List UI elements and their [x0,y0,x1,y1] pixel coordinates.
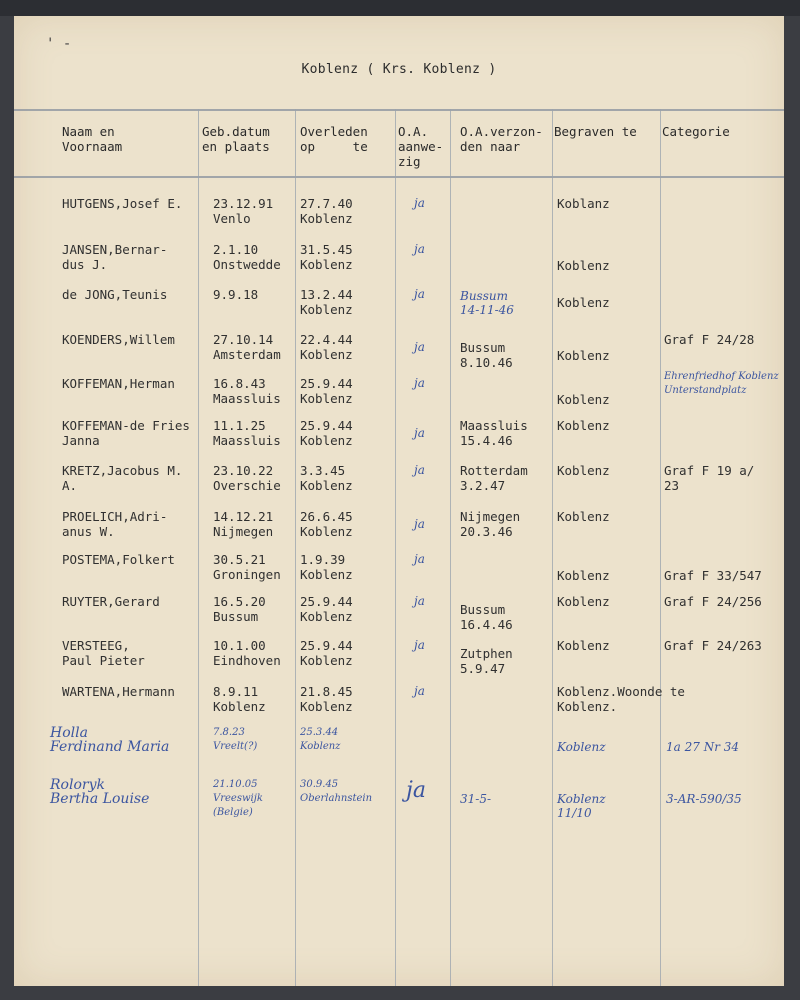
row-10-name: VERSTEEG, Paul Pieter [62,638,145,668]
row-7-buried: Koblenz [557,509,610,524]
row-9-sent: Bussum 16.4.46 [460,602,513,632]
row-2-death: 13.2.44 Koblenz [300,287,353,317]
row-8-category: Graf F 33/547 [664,568,762,583]
row-9-death: 25.9.44 Koblenz [300,594,353,624]
row-2-sent: Bussum 14-11-46 [460,289,514,317]
hand-row-0-birth: 7.8.23 Vreelt(?) [213,727,258,752]
row-11-name: WARTENA,Hermann [62,684,175,699]
row-3-death: 22.4.44 Koblenz [300,332,353,362]
row-5-name: KOFFEMAN-de Fries Janna [62,418,190,448]
row-3-category: Graf F 24/28 [664,332,755,347]
column-rule [450,109,451,986]
scan-border [0,0,800,16]
hand-row-0-death: 25.3.44 Koblenz [300,727,341,752]
row-6-buried: Koblenz [557,463,610,478]
row-1-oa: ja [414,242,425,256]
corner-mark: ' - [46,36,72,52]
row-2-buried: Koblenz [557,295,610,310]
page-title: Koblenz ( Krs. Koblenz ) [301,62,497,77]
row-11-buried: Koblenz.Woonde te Koblenz. [557,684,685,714]
hand-row-1-name: Roloryk Bertha Louise [50,777,150,807]
header-oa-present: O.A. aanwe- zig [398,124,444,169]
row-0-death: 27.7.40 Koblenz [300,196,353,226]
row-4-oa: ja [414,376,425,390]
row-8-birth: 30.5.21 Groningen [213,552,281,582]
row-7-death: 26.6.45 Koblenz [300,509,353,539]
hand-row-1-birth: 21.10.05 Vreeswijk (Belgie) [213,779,263,818]
row-10-category: Graf F 24/263 [664,638,762,653]
header-top-rule [14,109,784,111]
row-11-death: 21.8.45 Koblenz [300,684,353,714]
row-5-oa: ja [414,426,425,440]
row-0-birth: 23.12.91 Venlo [213,196,274,226]
row-6-birth: 23.10.22 Overschie [213,463,281,493]
row-4-buried: Koblenz [557,392,610,407]
column-rule [552,109,553,986]
row-9-oa: ja [414,594,425,608]
row-7-oa: ja [414,517,425,531]
row-9-category: Graf F 24/256 [664,594,762,609]
header-buried: Begraven te [554,124,637,139]
hand-row-1-category: 3-AR-590/35 [666,792,742,806]
header-death: Overleden op te [300,124,368,154]
row-6-death: 3.3.45 Koblenz [300,463,353,493]
row-10-birth: 10.1.00 Eindhoven [213,638,281,668]
column-rule [198,109,199,986]
column-rule [295,109,296,986]
row-0-buried: Koblanz [557,196,610,211]
hand-row-0-name: Holla Ferdinand Maria [50,725,170,755]
row-8-buried: Koblenz [557,568,610,583]
row-1-buried: Koblenz [557,258,610,273]
header-category: Categorie [662,124,730,139]
row-3-buried: Koblenz [557,348,610,363]
header-name: Naam en Voornaam [62,124,123,154]
row-5-buried: Koblenz [557,418,610,433]
row-8-death: 1.9.39 Koblenz [300,552,353,582]
row-2-name: de JONG,Teunis [62,287,168,302]
header-oa-sent: O.A.verzon- den naar [460,124,543,154]
row-6-sent: Rotterdam 3.2.47 [460,463,528,493]
row-5-death: 25.9.44 Koblenz [300,418,353,448]
hand-row-1-oa: ja [406,778,426,803]
row-10-death: 25.9.44 Koblenz [300,638,353,668]
row-4-death: 25.9.44 Koblenz [300,376,353,406]
hand-row-1-death: 30.9.45 Oberlahnstein [300,779,373,804]
row-10-sent: Zutphen 5.9.47 [460,646,513,676]
row-5-sent: Maassluis 15.4.46 [460,418,528,448]
row-3-birth: 27.10.14 Amsterdam [213,332,281,362]
row-5-birth: 11.1.25 Maassluis [213,418,281,448]
row-3-oa: ja [414,340,425,354]
row-1-name: JANSEN,Bernar- dus J. [62,242,168,272]
row-8-name: POSTEMA,Folkert [62,552,175,567]
column-rule [395,109,396,986]
row-9-buried: Koblenz [557,594,610,609]
document-page [14,16,784,986]
row-6-name: KRETZ,Jacobus M. A. [62,463,183,493]
row-4-birth: 16.8.43 Maassluis [213,376,281,406]
row-9-birth: 16.5.20 Bussum [213,594,266,624]
row-11-birth: 8.9.11 Koblenz [213,684,266,714]
row-3-name: KOENDERS,Willem [62,332,175,347]
hand-row-0-buried: Koblenz [557,740,606,754]
row-1-birth: 2.1.10 Onstwedde [213,242,281,272]
row-3-sent: Bussum 8.10.46 [460,340,513,370]
row-11-oa: ja [414,684,425,698]
hand-row-1-sent: 31-5- [460,792,492,806]
row-2-oa: ja [414,287,425,301]
header-bottom-rule [14,176,784,178]
row-0-oa: ja [414,196,425,210]
row-2-birth: 9.9.18 [213,287,259,302]
row-7-name: PROELICH,Adri- anus W. [62,509,168,539]
header-birth: Geb.datum en plaats [202,124,270,154]
row-6-category: Graf F 19 a/ 23 [664,463,755,493]
row-7-sent: Nijmegen 20.3.46 [460,509,521,539]
column-rule [660,109,661,986]
row-7-birth: 14.12.21 Nijmegen [213,509,274,539]
row-4-category: Ehrenfriedhof Koblenz Unterstandplatz [664,371,779,396]
hand-row-0-category: 1a 27 Nr 34 [666,740,740,754]
row-0-name: HUTGENS,Josef E. [62,196,183,211]
row-1-death: 31.5.45 Koblenz [300,242,353,272]
hand-row-1-buried: Koblenz 11/10 [557,792,606,820]
row-10-oa: ja [414,638,425,652]
row-4-name: KOFFEMAN,Herman [62,376,175,391]
row-9-name: RUYTER,Gerard [62,594,160,609]
row-8-oa: ja [414,552,425,566]
row-10-buried: Koblenz [557,638,610,653]
row-6-oa: ja [414,463,425,477]
